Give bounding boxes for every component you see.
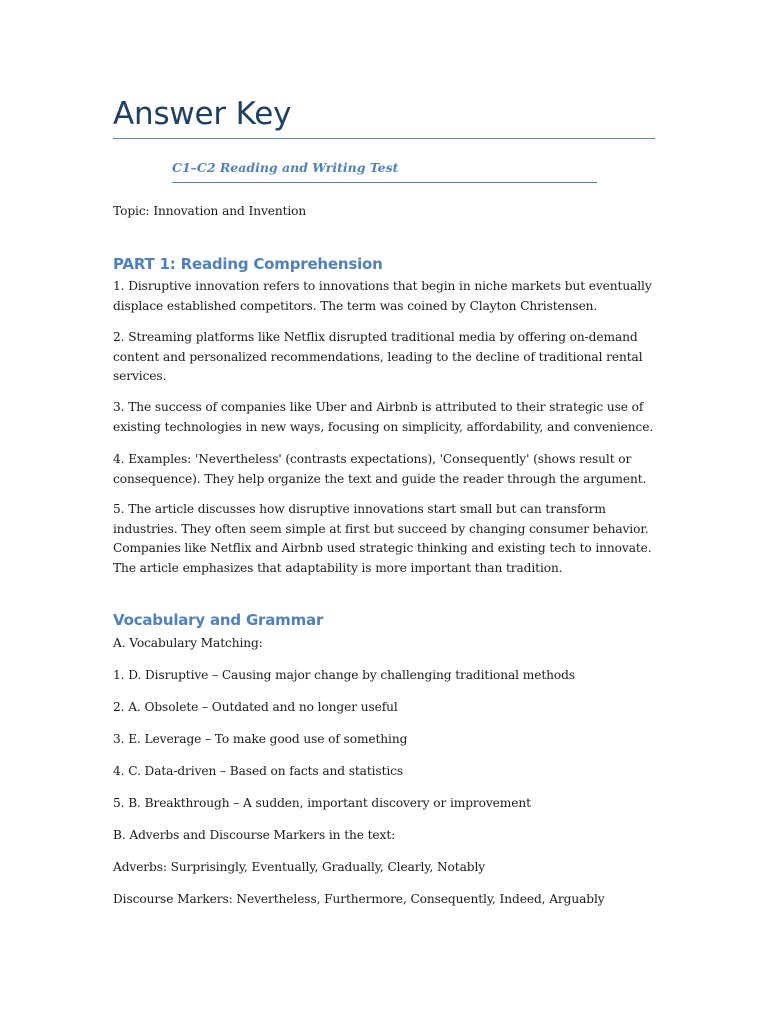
adverbs-line: Adverbs: Surprisingly, Eventually, Gradually, Clearly, Notably bbox=[113, 860, 486, 874]
answer-4: 4. Examples: 'Nevertheless' (contrasts expectations), 'Consequently' (shows result or consequence). They help organize the text and guide the reader through the argument. bbox=[113, 452, 647, 486]
topic-line: Topic: Innovation and Invention bbox=[113, 204, 307, 218]
document-subtitle: C1–C2 Reading and Writing Test bbox=[172, 160, 399, 175]
answer-5: 5. The article discusses how disruptive innovations start small but can transform industries. They often seem simple at first but succeed by changing consumer behavior. Companies like Netflix and Airbnb used strategic thinking and existing tech to innovate. The article emphasizes that adaptability is more important than tradition. bbox=[113, 502, 652, 575]
discourse-markers-line: Discourse Markers: Nevertheless, Furthermore, Consequently, Indeed, Arguably bbox=[113, 892, 605, 906]
answer-2: 2. Streaming platforms like Netflix disrupted traditional media by offering on-demand content and personalized recommendations, leading to the decline of traditional rental services. bbox=[113, 330, 643, 384]
document-title: Answer Key bbox=[113, 96, 292, 132]
vocab-section-b: B. Adverbs and Discourse Markers in the text: bbox=[113, 828, 396, 842]
vocab-match-4: 4. C. Data-driven – Based on facts and statistics bbox=[113, 764, 404, 778]
subtitle-underline bbox=[172, 182, 597, 183]
answer-1: 1. Disruptive innovation refers to innovations that begin in niche markets but eventually displace established competitors. The term was coined by Clayton Christensen. bbox=[113, 279, 652, 313]
vocab-match-5: 5. B. Breakthrough – A sudden, important discovery or improvement bbox=[113, 796, 531, 810]
answer-3: 3. The success of companies like Uber and Airbnb is attributed to their strategic use of existing technologies in new ways, focusing on simplicity, affordability, and convenience. bbox=[113, 400, 654, 434]
part1-heading: PART 1: Reading Comprehension bbox=[113, 255, 383, 273]
vocab-heading: Vocabulary and Grammar bbox=[113, 611, 324, 629]
vocab-match-3: 3. E. Leverage – To make good use of something bbox=[113, 732, 408, 746]
title-underline bbox=[113, 138, 655, 139]
vocab-match-2: 2. A. Obsolete – Outdated and no longer useful bbox=[113, 700, 398, 714]
vocab-section-a: A. Vocabulary Matching: bbox=[113, 636, 263, 650]
vocab-match-1: 1. D. Disruptive – Causing major change by challenging traditional methods bbox=[113, 668, 575, 682]
